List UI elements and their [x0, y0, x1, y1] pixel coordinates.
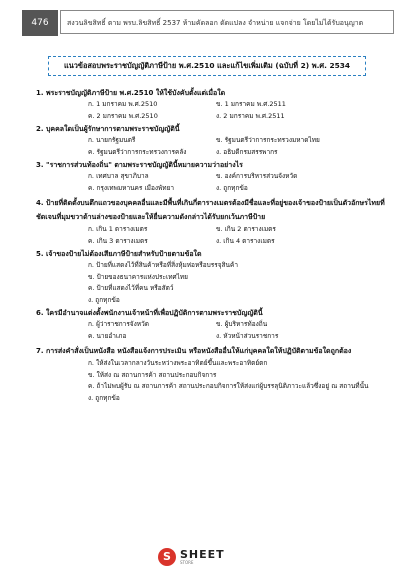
option-a: ก. เกิน 1 ตารางเมตร [88, 225, 148, 233]
document-title: แนวข้อสอบพระราชบัญญัติภาษีป้าย พ.ศ.2510 และแก้ไขเพิ่มเติม (ฉบับที่ 2) พ.ศ. 2534 [48, 56, 366, 76]
option-b: ข. 1 มกราคม พ.ศ.2511 [216, 100, 286, 108]
copyright-notice: สงวนลิขสิทธิ์ ตาม พรบ.ลิขสิทธิ์ 2537 ห้ามคัดลอก ดัดแปลง จำหน่าย แจกจ่าย โดยไม่ได้รับอนุญาต [60, 10, 394, 34]
option-d: ง. ถูกทุกข้อ [88, 295, 120, 304]
option-d: ง. อธิบดีกรมสรรพากร [216, 147, 278, 156]
option-c: ค. ป้ายที่แสดงไว้ที่คน หรือสัตว์ [88, 284, 174, 292]
question-6: 6. ใครมีอำนาจแต่งตั้งพนักงานเจ้าหน้าที่เพื่อปฏิบัติการตามพระราชบัญญัตินี้ [36, 309, 263, 317]
question-5: 5. เจ้าของป้ายไม่ต้องเสียภาษีป้ายสำหรับป้ายตามข้อใด [36, 250, 202, 258]
logo-subtitle: STORE [180, 560, 194, 565]
publisher-logo [158, 546, 258, 568]
option-b: ข. ป้ายของธนาคารแห่งประเทศไทย [88, 272, 188, 281]
option-b: ข. ผู้บริหารท้องถิ่น [216, 320, 268, 328]
option-b: ข. รัฐมนตรีว่าการกระทรวงมหาดไทย [216, 136, 320, 144]
option-a: ก. นายกรัฐมนตรี [88, 136, 136, 144]
logo-mark-icon: S [158, 548, 176, 566]
option-d: ง. ถูกทุกข้อ [216, 183, 248, 192]
question-7: 7. การส่งคำสั่งเป็นหนังสือ หนังสือแจ้งการประเมิน หรือหนังสืออื่นให้แก่บุคคลใดให้ปฏิบัติตามข้อใดถูกต้อง [36, 347, 352, 355]
question-4: 4. ป้ายที่ติดตั้งบนตึกแถวของบุคคลอื่นและมีพื้นที่เกินกี่ตารางเมตรต้องมีชื่อและที่อยู่ของเจ้าของป้ายเป็นตัวอักษรไทยที่ชัดเจนที่มุมขวาด้านล่างของป้ายและให้ยื่นความดังกล่าวได้รับยกเว้นภาษีป้าย [36, 199, 385, 221]
option-c: ค. เกิน 3 ตารางเมตร [88, 236, 148, 245]
option-b: ข. เกิน 2 ตารางเมตร [216, 225, 276, 233]
option-b: ข. องค์การบริหารส่วนจังหวัด [216, 172, 298, 180]
option-a: ก. 1 มกราคม พ.ศ.2510 [88, 100, 158, 108]
option-b: ข. ให้ส่ง ณ สถานการค้า สถานประกอบกิจการ [88, 370, 217, 379]
option-d: ง. 2 มกราคม พ.ศ.2511 [216, 111, 285, 120]
question-1: 1. พระราชบัญญัติภาษีป้าย พ.ศ.2510 ให้ใช้บังคับตั้งแต่เมื่อใด [36, 89, 226, 97]
question-list [36, 86, 386, 404]
option-a: ก. เทศบาล สุขาภิบาล [88, 172, 149, 180]
option-c: ค. 2 มกราคม พ.ศ.2510 [88, 111, 158, 120]
option-c: ค. นายอำเภอ [88, 331, 127, 340]
option-a: ก. ให้ส่งในเวลากลางวันระหว่างพระอาทิตย์ขึ้นและพระอาทิตย์ตก [88, 359, 268, 367]
option-d: ง. เกิน 4 ตารางเมตร [216, 236, 275, 245]
option-a: ก. ผู้ว่าราชการจังหวัด [88, 320, 149, 328]
option-d: ง. หัวหน้าส่วนราชการ [216, 331, 279, 340]
option-c: ค. รัฐมนตรีว่าการกระทรวงการคลัง [88, 147, 187, 156]
question-3: 3. "ราชการส่วนท้องถิ่น" ตามพระราชบัญญัตินี้หมายความว่าอย่างไร [36, 161, 243, 169]
option-d: ง. ถูกทุกข้อ [88, 393, 120, 402]
option-c: ค. กรุงเทพมหานคร เมืองพัทยา [88, 183, 175, 192]
page-header [22, 10, 394, 36]
question-2: 2. บุคคลใดเป็นผู้รักษาการตามพระราชบัญญัตินี้ [36, 125, 180, 133]
page-number: 476 [22, 10, 58, 36]
logo-name: SHEET [180, 548, 225, 561]
option-a: ก. ป้ายที่แสดงไว้ที่สินค้าหรือที่สิ่งหุ้มห่อหรือบรรจุสินค้า [88, 261, 238, 269]
option-c: ค. ถ้าไม่พบผู้รับ ณ สถานการค้า สถานประกอบกิจการให้ส่งแก่ผู้บรรลุนิติภาวะแล้วซึ่งอยู่ ณ สถานที่นั้น [88, 382, 369, 390]
